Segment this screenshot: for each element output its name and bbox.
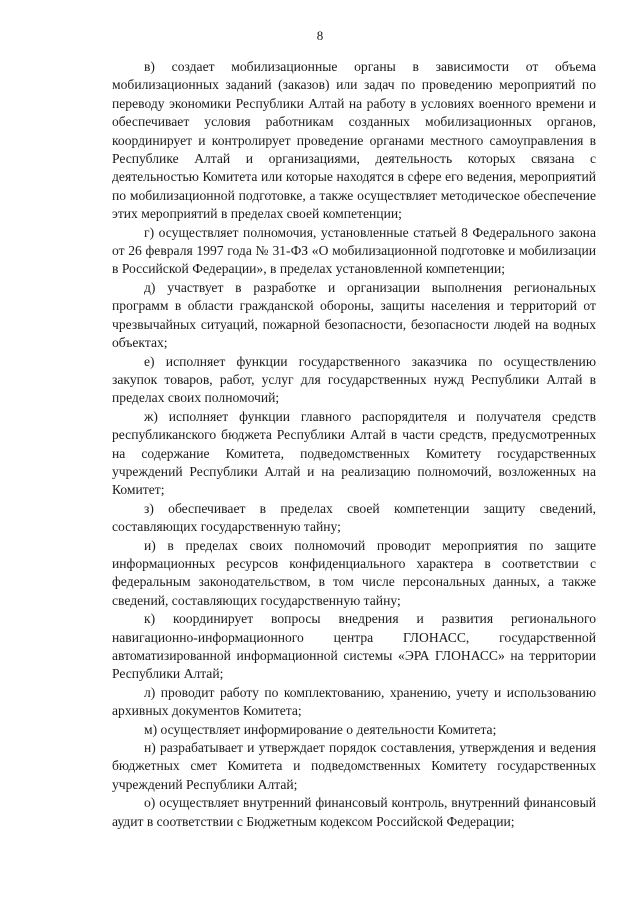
paragraph-n: н) разрабатывает и утверждает порядок составления, утверждения и ведения бюджетных смет Комитета и подведомственных Комитету государственных учреждений Республики Алтай; xyxy=(112,740,596,792)
paragraph-e: е) исполняет функции государственного заказчика по осуществлению закупок товаров, работ, услуг для государственных нужд Республики Алтай в пределах своих полномочий; xyxy=(112,353,596,406)
paragraph-l: л) проводит работу по комплектованию, хранению, учету и использованию архивных документов Комитета; xyxy=(112,684,596,719)
paragraph-m: м) осуществляет информирование о деятельности Комитета; xyxy=(144,721,497,737)
paragraph-k: к) координирует вопросы внедрения и развития регионального навигационно-информационного центра ГЛОНАСС, государственной автоматизированной информационной системы «ЭРА ГЛОНАСС» на территории Республики Алтай; xyxy=(112,611,596,682)
paragraph-zh: ж) исполняет функции главного распорядителя и получателя средств республиканского бюджета Республики Алтай в части средств, предусмотренных на содержание Комитета, подведомственных Комитету государственных учреждений Республики Алтай и на реализацию полномочий, возложенных на Комитет; xyxy=(112,408,596,498)
paragraph-o: о) осуществляет внутренний финансовый контроль, внутренний финансовый аудит в соответствии с Бюджетным кодексом Российской Федерации; xyxy=(112,795,596,829)
paragraph-z: з) обеспечивает в пределах своей компетенции защиту сведений, составляющих государственную тайну; xyxy=(112,500,596,535)
paragraph-d: д) участвует в разработке и организации выполнения региональных программ в области гражданской обороны, защиты населения и территорий от чрезвычайных ситуаций, пожарной безопасности, безопасности людей на водных объектах; xyxy=(112,279,596,351)
document-body xyxy=(112,58,596,831)
paragraph-i: и) в пределах своих полномочий проводит мероприятия по защите информационных ресурсов конфиденциального характера в соответствии с федеральным законодательством, в том числе персональных данных, а также сведений, составляющих государственную тайну; xyxy=(112,537,596,608)
page-number: 8 xyxy=(316,28,324,43)
paragraph-g: г) осуществляет полномочия, установленные статьей 8 Федерального закона от 26 февраля 1997 года № 31-ФЗ «О мобилизационной подготовке и мобилизации в Российской Федерации», в пределах установленной компетенции; xyxy=(112,224,596,277)
paragraph-v: в) создает мобилизационные органы в зависимости от объема мобилизационных заданий (заказов) или задач по проведению мероприятий по переводу экономики Республики Алтай на работу в условиях военного времени и обеспечивает условия работникам созданных мобилизационных органов, координирует и контролирует проведение органами местного самоуправления в Республике Алтай и организациями, деятельность которых связана с деятельностью Комитета или которые находятся в сфере его ведения, мероприятий по мобилизационной подготовке, а также осуществляет методическое обеспечение этих мероприятий в пределах своей компетенции; xyxy=(112,59,596,222)
